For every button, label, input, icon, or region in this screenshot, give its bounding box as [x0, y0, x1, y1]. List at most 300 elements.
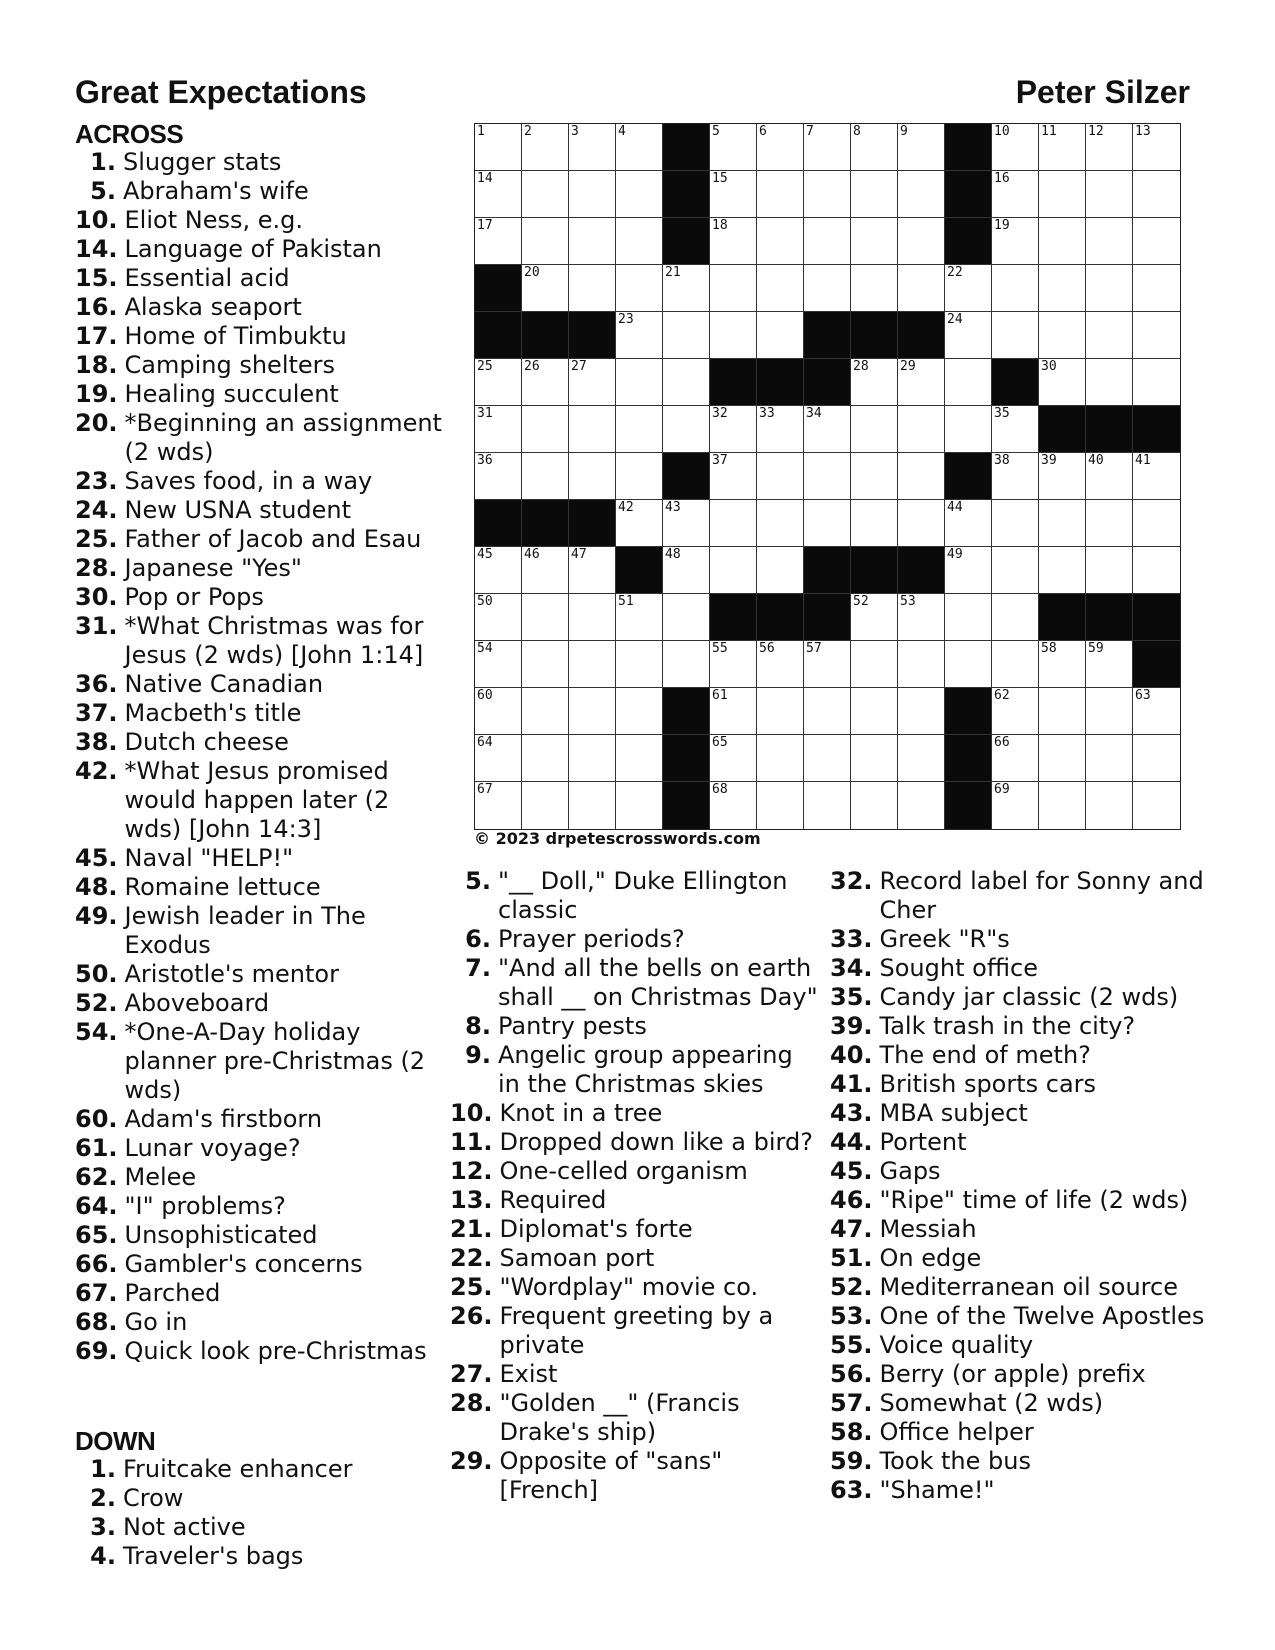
grid-cell[interactable]: [851, 735, 898, 782]
grid-cell[interactable]: [992, 594, 1039, 641]
grid-block: [945, 688, 992, 735]
clue-text: "Golden __" (Francis Drake's ship): [499, 1389, 740, 1446]
grid-block: [992, 359, 1039, 406]
cell-number: 55: [712, 641, 728, 656]
grid-cell[interactable]: [710, 312, 757, 359]
grid-cell[interactable]: [569, 218, 616, 265]
grid-cell[interactable]: [569, 359, 616, 406]
clue-number: 35.: [830, 983, 873, 1011]
cell-number: 62: [994, 688, 1010, 703]
clue-number: 20.: [75, 409, 118, 437]
grid-cell[interactable]: [1133, 359, 1180, 406]
across-heading: ACROSS: [75, 119, 184, 149]
clue-item: [830, 1418, 1215, 1447]
grid-cell[interactable]: [1086, 641, 1133, 688]
grid-cell[interactable]: [710, 218, 757, 265]
clue-text: Unsophisticated: [124, 1221, 318, 1249]
grid-cell[interactable]: [804, 453, 851, 500]
grid-cell[interactable]: [757, 641, 804, 688]
clue-number: 17.: [75, 322, 118, 350]
clue-number: 22.: [450, 1244, 493, 1272]
clue-text: Healing succulent: [124, 380, 339, 408]
clue-number: 44.: [830, 1128, 873, 1156]
grid-cell[interactable]: [851, 641, 898, 688]
grid-cell[interactable]: [804, 641, 851, 688]
cell-number: 48: [665, 547, 681, 562]
grid-block: [1086, 594, 1133, 641]
clue-number: 32.: [830, 867, 873, 895]
grid-cell[interactable]: [804, 782, 851, 829]
cell-number: 22: [947, 265, 963, 280]
cell-number: 8: [853, 124, 861, 139]
clue-text: British sports cars: [879, 1070, 1097, 1098]
clue-number: 45.: [830, 1157, 873, 1185]
clue-text: Essential acid: [124, 264, 290, 292]
grid-cell[interactable]: [757, 406, 804, 453]
grid-cell[interactable]: [1039, 359, 1086, 406]
clue-item: [75, 1163, 443, 1192]
grid-cell[interactable]: [616, 218, 663, 265]
clue-item: [450, 1302, 820, 1360]
grid-cell[interactable]: [898, 218, 945, 265]
cell-number: 17: [477, 218, 493, 233]
grid-cell[interactable]: [710, 171, 757, 218]
grid-cell[interactable]: [898, 359, 945, 406]
grid-cell[interactable]: [475, 218, 522, 265]
grid-cell[interactable]: [1086, 124, 1133, 171]
grid-cell[interactable]: [1039, 500, 1086, 547]
grid-cell[interactable]: [569, 265, 616, 312]
grid-cell[interactable]: [992, 312, 1039, 359]
grid-cell[interactable]: [945, 265, 992, 312]
grid-cell[interactable]: [851, 218, 898, 265]
grid-cell[interactable]: [1133, 688, 1180, 735]
grid-cell[interactable]: [475, 406, 522, 453]
clue-item: [830, 925, 1215, 954]
clue-text: "Shame!": [879, 1476, 995, 1504]
grid-cell[interactable]: [475, 171, 522, 218]
grid-cell[interactable]: [804, 124, 851, 171]
clue-item: [75, 612, 443, 670]
grid-cell[interactable]: [945, 359, 992, 406]
grid-block: [663, 453, 710, 500]
grid-cell[interactable]: [1039, 453, 1086, 500]
grid-cell[interactable]: [757, 688, 804, 735]
grid-block: [945, 735, 992, 782]
grid-cell[interactable]: [1086, 171, 1133, 218]
cell-number: 60: [477, 688, 493, 703]
grid-cell[interactable]: [1039, 688, 1086, 735]
grid-cell[interactable]: [804, 500, 851, 547]
clue-text: "Ripe" time of life (2 wds): [879, 1186, 1189, 1214]
grid-cell[interactable]: [616, 406, 663, 453]
grid-cell[interactable]: [992, 735, 1039, 782]
grid-cell[interactable]: [851, 406, 898, 453]
cell-number: 56: [759, 641, 775, 656]
clue-number: 40.: [830, 1041, 873, 1069]
clue-text: *What Christmas was for Jesus (2 wds) [John 1:14]: [124, 612, 424, 669]
grid-cell[interactable]: [1039, 312, 1086, 359]
down-heading: DOWN: [75, 1426, 156, 1456]
grid-cell[interactable]: [522, 594, 569, 641]
grid-cell[interactable]: [992, 124, 1039, 171]
grid-cell[interactable]: [616, 782, 663, 829]
cell-number: 37: [712, 453, 728, 468]
grid-cell[interactable]: [710, 406, 757, 453]
clue-number: 45.: [75, 844, 118, 872]
grid-cell[interactable]: [1133, 171, 1180, 218]
grid-cell[interactable]: [1086, 500, 1133, 547]
grid-cell[interactable]: [522, 124, 569, 171]
clue-number: 2.: [90, 1484, 116, 1512]
clue-text: MBA subject: [879, 1099, 1028, 1127]
grid-cell[interactable]: [945, 312, 992, 359]
clue-item: [450, 1244, 820, 1273]
grid-cell[interactable]: [475, 735, 522, 782]
grid-cell[interactable]: [616, 171, 663, 218]
grid-cell[interactable]: [663, 265, 710, 312]
grid-cell[interactable]: [522, 782, 569, 829]
grid-cell[interactable]: [992, 406, 1039, 453]
grid-cell[interactable]: [804, 406, 851, 453]
grid-cell[interactable]: [522, 406, 569, 453]
cell-number: 51: [618, 594, 634, 609]
grid-cell[interactable]: [804, 171, 851, 218]
clue-item: [75, 1455, 443, 1484]
grid-cell[interactable]: [992, 547, 1039, 594]
grid-cell[interactable]: [1133, 124, 1180, 171]
grid-block: [804, 594, 851, 641]
clue-item: [830, 1215, 1215, 1244]
grid-cell[interactable]: [804, 265, 851, 312]
clue-number: 62.: [75, 1163, 118, 1191]
grid-block: [569, 500, 616, 547]
clue-number: 12.: [450, 1157, 493, 1185]
cell-number: 32: [712, 406, 728, 421]
grid-cell[interactable]: [898, 688, 945, 735]
grid-cell[interactable]: [898, 735, 945, 782]
grid-cell[interactable]: [1133, 265, 1180, 312]
clue-text: Adam's firstborn: [124, 1105, 323, 1133]
clue-item: [830, 1012, 1215, 1041]
grid-cell[interactable]: [522, 218, 569, 265]
grid-cell[interactable]: [992, 641, 1039, 688]
grid-cell[interactable]: [1133, 453, 1180, 500]
cell-number: 35: [994, 406, 1010, 421]
grid-block: [1133, 641, 1180, 688]
clue-item: [75, 467, 443, 496]
grid-cell[interactable]: [851, 265, 898, 312]
grid-cell[interactable]: [569, 547, 616, 594]
grid-cell[interactable]: [757, 218, 804, 265]
clue-number: 9.: [465, 1041, 491, 1069]
grid-cell[interactable]: [710, 547, 757, 594]
grid-cell[interactable]: [851, 124, 898, 171]
clue-item: [450, 1186, 820, 1215]
grid-cell[interactable]: [569, 641, 616, 688]
grid-cell[interactable]: [710, 124, 757, 171]
clue-item: [75, 1250, 443, 1279]
grid-cell[interactable]: [1039, 124, 1086, 171]
cell-number: 54: [477, 641, 493, 656]
clue-number: 58.: [830, 1418, 873, 1446]
grid-cell[interactable]: [616, 500, 663, 547]
clue-text: Alaska seaport: [124, 293, 302, 321]
grid-cell[interactable]: [851, 782, 898, 829]
cell-number: 30: [1041, 359, 1057, 374]
grid-cell[interactable]: [663, 312, 710, 359]
grid-block: [898, 312, 945, 359]
grid-cell[interactable]: [757, 782, 804, 829]
grid-cell[interactable]: [616, 735, 663, 782]
grid-cell[interactable]: [851, 453, 898, 500]
clue-item: [75, 496, 443, 525]
grid-cell[interactable]: [616, 641, 663, 688]
grid-block: [804, 312, 851, 359]
grid-cell[interactable]: [992, 265, 1039, 312]
grid-cell[interactable]: [851, 594, 898, 641]
clue-number: 52.: [75, 989, 118, 1017]
clue-number: 29.: [450, 1447, 493, 1475]
cell-number: 63: [1135, 688, 1151, 703]
grid-cell[interactable]: [757, 453, 804, 500]
grid-cell[interactable]: [1039, 218, 1086, 265]
grid-block: [710, 594, 757, 641]
clue-item: [75, 699, 443, 728]
grid-cell[interactable]: [569, 453, 616, 500]
grid-cell[interactable]: [1086, 735, 1133, 782]
clue-text: Jewish leader in The Exodus: [124, 902, 366, 959]
clue-number: 41.: [830, 1070, 873, 1098]
grid-cell[interactable]: [757, 312, 804, 359]
grid-cell[interactable]: [616, 594, 663, 641]
grid-cell[interactable]: [616, 453, 663, 500]
grid-cell[interactable]: [851, 359, 898, 406]
grid-cell[interactable]: [992, 218, 1039, 265]
clue-text: Voice quality: [879, 1331, 1034, 1359]
grid-cell[interactable]: [616, 265, 663, 312]
grid-cell[interactable]: [1039, 735, 1086, 782]
clue-text: Abraham's wife: [123, 177, 309, 205]
grid-cell[interactable]: [757, 547, 804, 594]
grid-cell[interactable]: [663, 594, 710, 641]
clue-text: Frequent greeting by a private: [499, 1302, 774, 1359]
clue-number: 50.: [75, 960, 118, 988]
grid-cell[interactable]: [992, 500, 1039, 547]
grid-cell[interactable]: [757, 735, 804, 782]
grid-cell[interactable]: [1039, 171, 1086, 218]
grid-cell[interactable]: [898, 500, 945, 547]
clue-text: The end of meth?: [879, 1041, 1091, 1069]
grid-cell[interactable]: [663, 641, 710, 688]
grid-cell[interactable]: [663, 500, 710, 547]
grid-cell[interactable]: [898, 124, 945, 171]
grid-cell[interactable]: [569, 688, 616, 735]
puzzle-title: Great Expectations: [75, 74, 367, 110]
grid-cell[interactable]: [475, 688, 522, 735]
grid-cell[interactable]: [992, 453, 1039, 500]
grid-cell[interactable]: [1086, 782, 1133, 829]
clue-item: [830, 1244, 1215, 1273]
clue-number: 36.: [75, 670, 118, 698]
clue-item: [75, 235, 443, 264]
clue-number: 59.: [830, 1447, 873, 1475]
grid-cell[interactable]: [898, 265, 945, 312]
grid-cell[interactable]: [757, 265, 804, 312]
grid-cell[interactable]: [522, 359, 569, 406]
clue-item: [830, 1360, 1215, 1389]
clue-number: 67.: [75, 1279, 118, 1307]
grid-block: [1086, 406, 1133, 453]
grid-cell[interactable]: [663, 359, 710, 406]
grid-cell[interactable]: [757, 124, 804, 171]
clue-number: 14.: [75, 235, 118, 263]
grid-cell[interactable]: [851, 688, 898, 735]
grid-cell[interactable]: [898, 594, 945, 641]
grid-cell[interactable]: [945, 641, 992, 688]
grid-cell[interactable]: [804, 735, 851, 782]
clue-number: 42.: [75, 757, 118, 785]
grid-cell[interactable]: [757, 500, 804, 547]
grid-cell[interactable]: [569, 594, 616, 641]
grid-cell[interactable]: [475, 453, 522, 500]
grid-cell[interactable]: [992, 688, 1039, 735]
clue-item: [450, 1099, 820, 1128]
cell-number: 26: [524, 359, 540, 374]
grid-cell[interactable]: [710, 641, 757, 688]
grid-cell[interactable]: [945, 406, 992, 453]
grid-cell[interactable]: [522, 688, 569, 735]
grid-cell[interactable]: [663, 406, 710, 453]
clue-item: [75, 264, 443, 293]
grid-cell[interactable]: [851, 171, 898, 218]
clue-number: 1.: [90, 1455, 116, 1483]
grid-cell[interactable]: [898, 406, 945, 453]
grid-cell[interactable]: [1086, 265, 1133, 312]
clue-item: [75, 844, 443, 873]
grid-cell[interactable]: [945, 500, 992, 547]
grid-cell[interactable]: [475, 359, 522, 406]
clue-number: 66.: [75, 1250, 118, 1278]
grid-cell[interactable]: [475, 547, 522, 594]
grid-cell[interactable]: [992, 171, 1039, 218]
grid-cell[interactable]: [475, 782, 522, 829]
grid-cell[interactable]: [710, 265, 757, 312]
grid-cell[interactable]: [663, 547, 710, 594]
grid-cell[interactable]: [616, 124, 663, 171]
clue-number: 60.: [75, 1105, 118, 1133]
grid-cell[interactable]: [757, 171, 804, 218]
grid-cell[interactable]: [475, 124, 522, 171]
grid-cell[interactable]: [1133, 500, 1180, 547]
clue-number: 64.: [75, 1192, 118, 1220]
grid-cell[interactable]: [1086, 453, 1133, 500]
clue-number: 5.: [90, 177, 116, 205]
clue-item: [830, 1186, 1215, 1215]
grid-cell[interactable]: [898, 641, 945, 688]
grid-cell[interactable]: [522, 735, 569, 782]
grid-cell[interactable]: [522, 547, 569, 594]
grid-block: [757, 359, 804, 406]
clue-item: [75, 1513, 443, 1542]
clue-item: [450, 1447, 820, 1505]
clue-number: 34.: [830, 954, 873, 982]
grid-cell[interactable]: [616, 688, 663, 735]
grid-cell[interactable]: [710, 453, 757, 500]
grid-cell[interactable]: [522, 265, 569, 312]
clue-text: Camping shelters: [124, 351, 336, 379]
clue-number: 1.: [90, 148, 116, 176]
clue-item: [830, 1476, 1215, 1505]
grid-cell[interactable]: [710, 782, 757, 829]
grid-cell[interactable]: [1133, 782, 1180, 829]
grid-cell[interactable]: [1133, 547, 1180, 594]
grid-cell[interactable]: [710, 500, 757, 547]
grid-cell[interactable]: [522, 453, 569, 500]
grid-cell[interactable]: [898, 171, 945, 218]
grid-cell[interactable]: [522, 171, 569, 218]
grid-cell[interactable]: [945, 547, 992, 594]
cell-number: 59: [1088, 641, 1104, 656]
grid-cell[interactable]: [804, 688, 851, 735]
grid-cell[interactable]: [569, 735, 616, 782]
grid-cell[interactable]: [898, 782, 945, 829]
grid-cell[interactable]: [616, 312, 663, 359]
grid-cell[interactable]: [569, 124, 616, 171]
clue-item: [75, 409, 443, 467]
grid-cell[interactable]: [475, 594, 522, 641]
grid-cell[interactable]: [710, 735, 757, 782]
grid-cell[interactable]: [569, 782, 616, 829]
grid-cell[interactable]: [569, 406, 616, 453]
grid-cell[interactable]: [945, 594, 992, 641]
clue-text: Slugger stats: [123, 148, 282, 176]
grid-cell[interactable]: [522, 641, 569, 688]
grid-cell[interactable]: [851, 500, 898, 547]
grid-cell[interactable]: [1039, 782, 1086, 829]
grid-cell[interactable]: [1133, 312, 1180, 359]
grid-cell[interactable]: [804, 218, 851, 265]
grid-cell[interactable]: [710, 688, 757, 735]
grid-cell[interactable]: [898, 453, 945, 500]
grid-cell[interactable]: [1086, 312, 1133, 359]
clue-item: [830, 1273, 1215, 1302]
clue-text: Lunar voyage?: [124, 1134, 301, 1162]
grid-cell[interactable]: [992, 782, 1039, 829]
grid-block: [710, 359, 757, 406]
grid-cell[interactable]: [569, 171, 616, 218]
clue-text: Aboveboard: [124, 989, 270, 1017]
grid-cell[interactable]: [1133, 735, 1180, 782]
grid-cell[interactable]: [1086, 218, 1133, 265]
clue-number: 69.: [75, 1337, 118, 1365]
grid-cell[interactable]: [1086, 688, 1133, 735]
grid-cell[interactable]: [1133, 218, 1180, 265]
grid-cell[interactable]: [1086, 359, 1133, 406]
cell-number: 66: [994, 735, 1010, 750]
clue-item: [830, 1157, 1215, 1186]
clue-text: New USNA student: [124, 496, 352, 524]
cell-number: 42: [618, 500, 634, 515]
grid-cell[interactable]: [1086, 547, 1133, 594]
grid-cell[interactable]: [1039, 641, 1086, 688]
clue-item: [75, 873, 443, 902]
clue-number: 8.: [465, 1012, 491, 1040]
grid-cell[interactable]: [1039, 547, 1086, 594]
grid-cell[interactable]: [616, 359, 663, 406]
grid-cell[interactable]: [475, 641, 522, 688]
grid-cell[interactable]: [1039, 265, 1086, 312]
